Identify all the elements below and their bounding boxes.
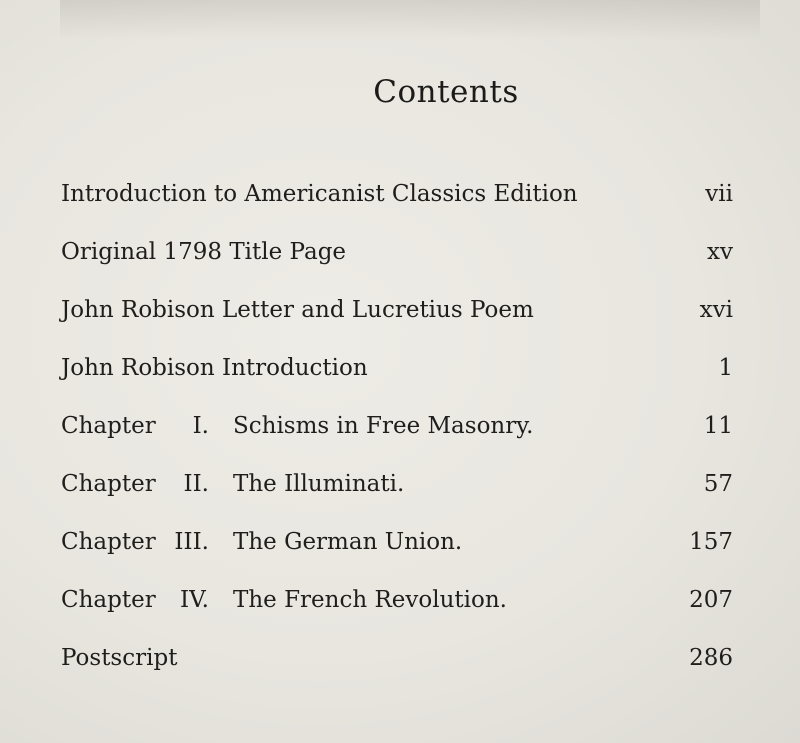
toc-chapter-entry (61, 455, 733, 513)
toc-entry-title: John Robison Introduction (61, 355, 368, 381)
toc-entry-title: John Robison Letter and Lucretius Poem (61, 297, 534, 323)
chapter-number: II. (183, 471, 209, 497)
toc-entry-page: 286 (689, 645, 733, 671)
chapter-title: The French Revolution. (233, 587, 507, 613)
chapter-title: Schisms in Free Masonry. (233, 413, 534, 439)
toc-chapter-entry (61, 397, 733, 455)
toc-entry-title: Introduction to Americanist Classics Edition (61, 181, 578, 207)
toc-entry (61, 339, 733, 397)
toc-entry (61, 165, 733, 223)
chapter-label: Chapter (61, 413, 156, 439)
chapter-label: Chapter (61, 471, 156, 497)
toc-entry-page: xvi (699, 297, 733, 323)
chapter-label: Chapter (61, 587, 156, 613)
toc-entry-page: 57 (703, 471, 733, 497)
chapter-number: I. (192, 413, 209, 439)
toc-entry (61, 629, 733, 687)
chapter-number: IV. (180, 587, 209, 613)
chapter-label: Chapter (61, 529, 156, 555)
toc-entry-page: 157 (689, 529, 733, 555)
toc-entry-page: 11 (703, 413, 733, 439)
toc-entry-page: vii (705, 181, 733, 207)
chapter-title: The Illuminati. (233, 471, 405, 497)
table-of-contents (61, 165, 733, 687)
toc-chapter-entry (61, 513, 733, 571)
toc-entry-title: Original 1798 Title Page (61, 239, 347, 265)
toc-entry (61, 223, 733, 281)
toc-entry-page: 1 (718, 355, 733, 381)
page-title: Contents (373, 74, 519, 110)
toc-entry (61, 281, 733, 339)
toc-entry-page: xv (707, 239, 733, 265)
chapter-title: The German Union. (233, 529, 463, 555)
toc-entry-page: 207 (689, 587, 733, 613)
toc-chapter-entry (61, 571, 733, 629)
toc-entry-title: Postscript (61, 645, 178, 671)
chapter-number: III. (174, 529, 209, 555)
page-shadow (60, 0, 760, 40)
